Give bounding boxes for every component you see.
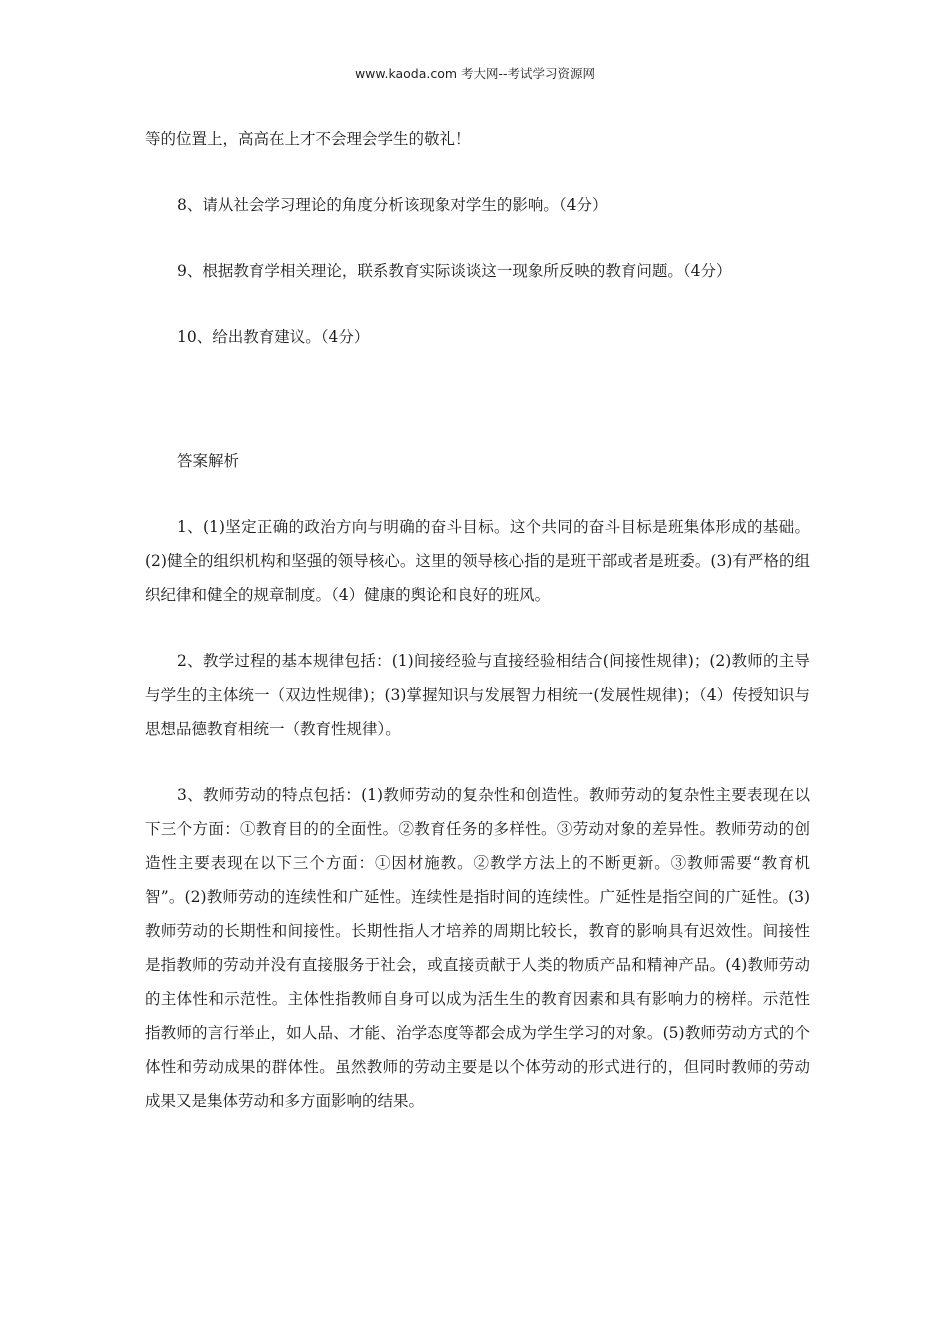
answer-1: 1、(1)坚定正确的政治方向与明确的奋斗目标。这个共同的奋斗目标是班集体形成的基础。(2)健全的组织机构和坚强的领导核心。这里的领导核心指的是班干部或者是班委。(3)有严格的组织纪律和健全的规章制度。（4）健康的舆论和良好的班风。 [145, 518, 810, 604]
question-9: 9、根据教育学相关理论，联系教育实际谈谈这一现象所反映的教育问题。（4分） [177, 262, 732, 280]
answer-3: 3、教师劳动的特点包括：(1)教师劳动的复杂性和创造性。教师劳动的复杂性主要表现在以下三个方面：①教育目的的全面性。②教育任务的多样性。③劳动对象的差异性。教师劳动的创造性主要表现在以下三个方面：①因材施教。②教学方法上的不断更新。③教师需要“教育机智”。(2)教师劳动的连续性和广延性。连续性是指时间的连续性。广延性是指空间的广延性。(3)教师劳动的长期性和间接性。长期性指人才培养的周期比较长，教育的影响具有迟效性。间接性是指教师的劳动并没有直接服务于社会，或直接贡献于人类的物质产品和精神产品。(4)教师劳动的主体性和示范性。主体性指教师自身可以成为活生生的教育因素和具有影响力的榜样。示范性指教师的言行举止，如人品、才能、治学态度等都会成为学生学习的对象。(5)教师劳动方式的个体性和劳动成果的群体性。虽然教师的劳动主要是以个体劳动的形式进行的，但同时教师的劳动成果又是集体劳动和多方面影响的结果。 [145, 786, 810, 1110]
document-body [145, 122, 810, 1118]
question-10: 10、给出教育建议。（4分） [177, 328, 370, 346]
answer-2: 2、教学过程的基本规律包括：(1)间接经验与直接经验相结合(间接性规律)；(2)教师的主导与学生的主体统一（双边性规律)；(3)掌握知识与发展智力相统一(发展性规律)；（4）传授知识与思想品德教育相统一（教育性规律）。 [145, 652, 810, 738]
page-header: www.kaoda.com 考大网--考试学习资源网 [354, 66, 596, 81]
question-8: 8、请从社会学习理论的角度分析该现象对学生的影响。（4分） [177, 196, 608, 214]
answer-heading: 答案解析 [177, 452, 240, 470]
continuation-line: 等的位置上，高高在上才不会理会学生的敬礼！ [145, 130, 471, 148]
